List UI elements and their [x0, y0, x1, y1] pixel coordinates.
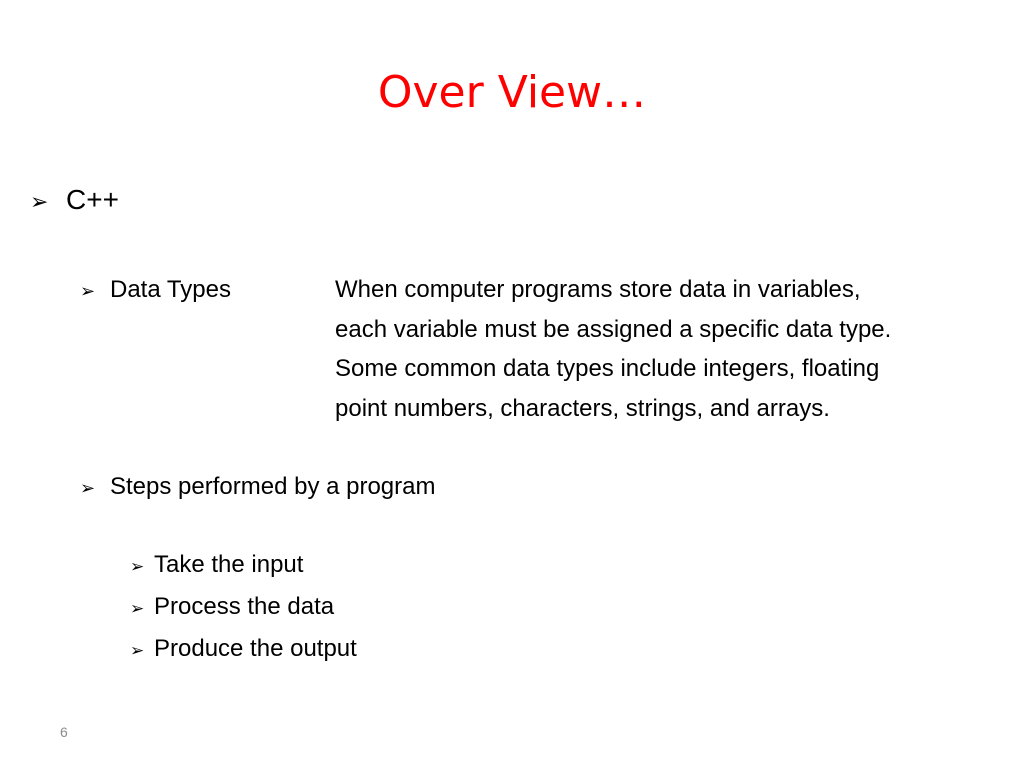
bullet-cpp-label: C++: [66, 184, 119, 215]
steps-list: [130, 545, 357, 671]
bullet-cpp: [30, 178, 119, 225]
data-types-definition: [335, 270, 891, 428]
list-item: [130, 545, 357, 587]
arrow-bullet-icon: ➢: [80, 478, 96, 499]
step-label: Produce the output: [154, 635, 357, 662]
definition-line: Some common data types include integers, floating: [335, 355, 880, 382]
arrow-bullet-icon: ➢: [30, 190, 49, 215]
step-label: Take the input: [154, 551, 304, 578]
bullet-data-types: [80, 270, 231, 312]
definition-line: When computer programs store data in variables,: [335, 276, 861, 303]
bullet-steps-label: Steps performed by a program: [110, 473, 436, 500]
arrow-bullet-icon: ➢: [130, 641, 145, 661]
slide-title: Over View…: [377, 67, 647, 118]
bullet-steps: [80, 467, 436, 509]
definition-line: point numbers, characters, strings, and arrays.: [335, 394, 830, 422]
page-number: 6: [60, 724, 68, 740]
arrow-bullet-icon: ➢: [80, 281, 96, 302]
step-label: Process the data: [154, 593, 335, 620]
bullet-data-types-label: Data Types: [110, 276, 231, 303]
definition-line: each variable must be assigned a specific data type.: [335, 315, 892, 343]
arrow-bullet-icon: ➢: [130, 599, 145, 619]
list-item: [130, 629, 357, 671]
list-item: [130, 587, 357, 629]
arrow-bullet-icon: ➢: [130, 557, 145, 577]
